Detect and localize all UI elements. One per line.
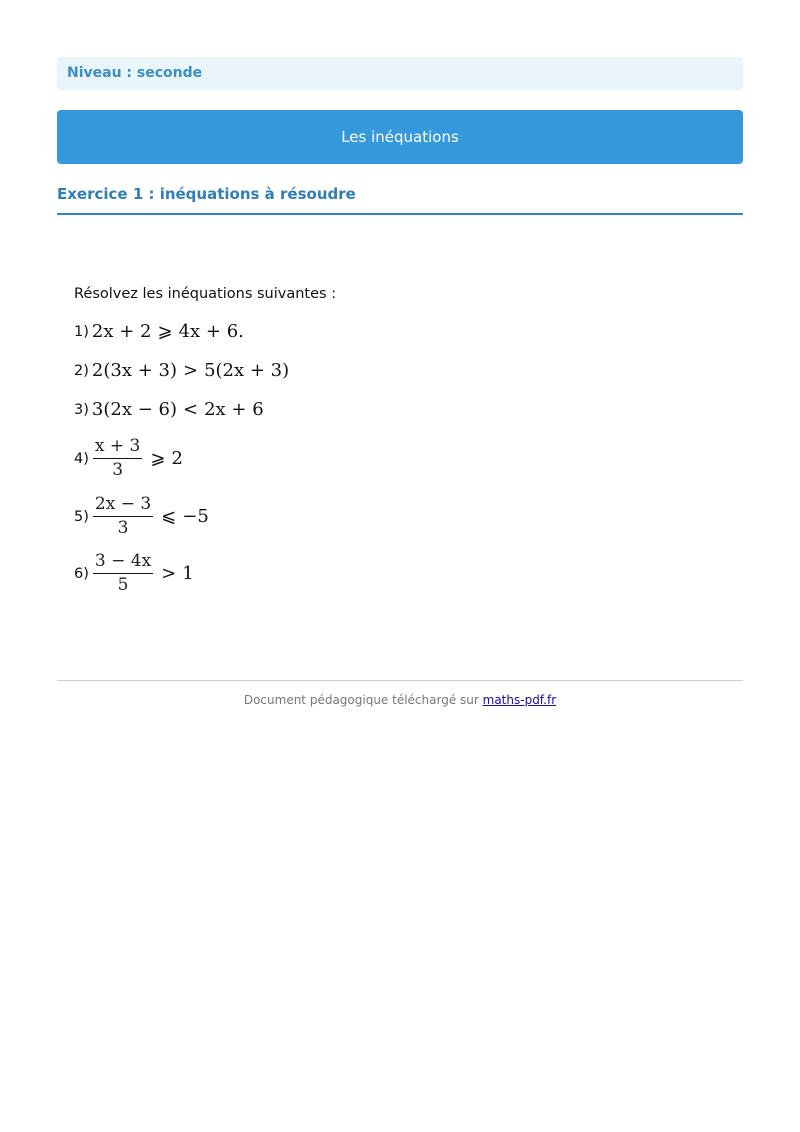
inequation-number: 1) xyxy=(74,323,89,340)
inequation-rhs: 5(2x + 3) xyxy=(204,360,290,381)
inequation-rhs: −5 xyxy=(182,506,209,527)
inequation-operator: ⩾ xyxy=(150,448,166,469)
fraction xyxy=(93,436,142,481)
inequation-operator: > xyxy=(182,360,199,381)
inequation-4 xyxy=(74,436,183,481)
inequation-lhs: 3(2x − 6) xyxy=(91,399,177,420)
inequation-number: 2) xyxy=(74,362,89,379)
inequation-operator: > xyxy=(161,563,177,584)
fraction-denominator: 3 xyxy=(117,518,129,538)
footer-divider xyxy=(57,680,743,681)
inequation-1 xyxy=(74,321,244,342)
exercise-instruction: Résolvez les inéquations suivantes : xyxy=(74,286,337,302)
inequation-operator: ⩾ xyxy=(157,321,173,342)
fraction-denominator: 3 xyxy=(112,460,124,480)
fraction xyxy=(93,494,153,539)
inequation-rhs: 1 xyxy=(182,563,194,584)
inequation-lhs: 2(3x + 3) xyxy=(91,360,177,381)
inequation-number: 4) xyxy=(74,450,89,467)
footer-text: Document pédagogique téléchargé sur xyxy=(243,693,483,707)
fraction-numerator: 3 − 4x xyxy=(93,551,153,574)
inequation-6 xyxy=(74,551,194,596)
inequation-2 xyxy=(74,360,289,381)
inequation-number: 3) xyxy=(74,401,89,418)
inequation-lhs: 2x + 2 xyxy=(91,321,152,342)
footer-link[interactable]: maths-pdf.fr xyxy=(482,693,557,707)
inequation-3 xyxy=(74,399,264,420)
inequation-rhs: 2 xyxy=(171,448,183,469)
exercise-content xyxy=(74,286,574,595)
fraction xyxy=(93,551,153,596)
inequation-rhs: 4x + 6. xyxy=(178,321,244,342)
inequation-number: 6) xyxy=(74,565,89,582)
fraction-denominator: 5 xyxy=(117,575,129,595)
page-title-text: Les inéquations xyxy=(341,128,459,146)
inequation-operator: < xyxy=(182,399,199,420)
inequation-rhs: 2x + 6 xyxy=(204,399,264,420)
level-label: Niveau : seconde xyxy=(57,57,743,90)
exercise-heading: Exercice 1 : inéquations à résoudre xyxy=(57,185,743,215)
inequation-5 xyxy=(74,494,209,539)
footer xyxy=(57,693,743,707)
fraction-numerator: 2x − 3 xyxy=(93,494,153,517)
inequation-number: 5) xyxy=(74,508,89,525)
fraction-numerator: x + 3 xyxy=(93,436,142,459)
inequation-operator: ⩽ xyxy=(161,506,177,527)
page-title xyxy=(57,110,743,164)
